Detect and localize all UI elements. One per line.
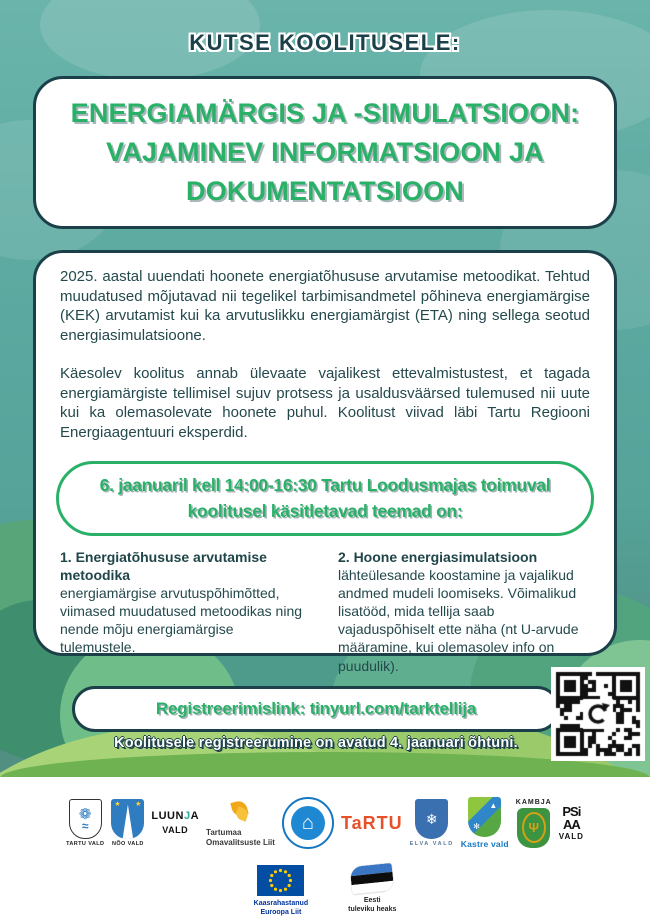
kastre-vald-logo (461, 797, 509, 849)
peipsiaare-monogram: AA (562, 816, 580, 832)
registration-link[interactable]: Registreerimislink: tinyurl.com/tarktellija (155, 699, 477, 718)
tartu-vald-logo (66, 799, 104, 847)
tartumaa-omavalitsuste-liit-logo (206, 799, 275, 848)
topics-columns (60, 548, 590, 675)
kambja-vald-label: KAMBJA (515, 798, 552, 806)
registration-note: Koolitusele registreerumine on avatud 4. jaanuari õhtuni. (114, 735, 518, 751)
kicker-heading: KUTSE KOOLITUSELE: (189, 30, 461, 55)
kastre-vald-shield-icon (468, 797, 501, 837)
session-info-pill (56, 461, 594, 536)
tartu-vald-label: TARTU VALD (66, 841, 105, 847)
noo-vald-label: NÕO VALD (111, 841, 144, 847)
qr-code-canvas (551, 667, 645, 761)
luunja-wordmark: LUUNJA (151, 810, 200, 822)
poster-title: ENERGIAMÄRGIS JA -SIMULATSIOON: VAJAMINEV INFORMATSIOON JA DOKUMENTATSIOON (70, 97, 580, 207)
flower-icon: ✻ (473, 822, 480, 831)
luunja-vald-logo (151, 811, 199, 835)
snowflake-icon: ❄ (425, 811, 438, 827)
noo-vald-logo (111, 799, 144, 847)
elva-vald-label: ELVA VALD (409, 841, 454, 847)
session-heading: 6. jaanuaril kell 14:00-16:30 Tartu Loodusmajas toimuval koolitusel käsitletavad teemad on: (99, 475, 551, 522)
luunja-vald-label: VALD (162, 825, 189, 835)
star-icon: ★ (114, 801, 121, 808)
tartu-city-logo (341, 813, 403, 834)
house-icon: ⌂ (291, 806, 325, 840)
funding-logo-row (254, 865, 397, 917)
kambja-vald-logo (516, 799, 552, 848)
estonia-flag-icon (350, 863, 395, 895)
wave-icon: ≈ (81, 819, 89, 834)
eu-flag-icon (257, 865, 304, 896)
sail-icon: ▲ (489, 801, 498, 810)
noo-vald-shield-icon (111, 799, 144, 839)
qr-code (551, 667, 645, 761)
intro-card (33, 250, 617, 674)
church-spire-icon (111, 803, 144, 839)
leaf-icon (230, 799, 250, 823)
tuning-fork-icon: Ψ (522, 812, 546, 843)
tartu-energy-agency-logo (282, 797, 334, 849)
eu-funding-caption: Kaasrahastanud Euroopa Liit (253, 900, 309, 917)
elva-vald-logo (410, 799, 454, 847)
estonia-flag-logo (348, 865, 396, 914)
tartu-city-wordmark: TaRTU (340, 812, 403, 833)
intro-paragraph-2: Käesolev koolitus annab ülevaate vajalikest ettevalmistustest, et tagada energiamärgiste tellimisel sujuv protsess ja usaldusväärsed tulemused nii uute kui ka olemasolevate hoonete puhul. Koolitust viivad läbi Tartu Regiooni Energiaagentuuri eksperdid. (60, 365, 590, 441)
trea-ring-icon (282, 797, 334, 849)
topic-1-body: energiamärgise arvutuspõhimõtted, viimased muudatused metoodikas ning nende mõju energiamärgise tulemustele. (60, 584, 303, 656)
topic-2-title: 2. Hoone energiasimulatsioon (338, 548, 538, 565)
footer-logo-strip (0, 777, 650, 919)
peipsiaare-vald-logo (558, 803, 584, 841)
registration-link-pill[interactable] (72, 686, 560, 732)
peipsiaare-monogram: PSi (562, 803, 581, 819)
kambja-shield-icon (517, 808, 550, 848)
intro-paragraph-1: 2025. aastal uuendati hoonete energiatõhususe arvutamise metoodikat. Tehtud muudatused mõjutavad nii tegelikel tarbimisandmetel põhineva energiamärgise (KEK) arvutamist kui ka arvutuslikku energiamärgist (ETA) ning sellega seotud energiasimulatsioone. (60, 268, 590, 344)
luunja-j-accent: J (183, 810, 191, 822)
elva-vald-shield-icon (415, 799, 448, 839)
municipality-logo-row (66, 787, 584, 859)
topic-1 (60, 548, 312, 675)
topic-1-title: 1. Energiatõhususe arvutamise metoodika (60, 548, 267, 583)
topic-2-body: lähteülesande koostamine ja vajalikud andmed mudeli loomiseks. Võimalikud lisatööd, mida tellija saab vajaduspõhiselt ette näha (nt U-arvude määramine, kui olemasolev info on puudulik). (338, 566, 579, 674)
title-card (33, 76, 617, 229)
topic-2 (338, 548, 590, 675)
kastre-vald-label: Kastre vald (460, 839, 509, 849)
estonia-caption: Eesti tuleviku heaks (348, 897, 397, 914)
tartumaa-liit-label: Tartumaa Omavalitsuste Liit (206, 827, 275, 847)
peipsiaare-vald-label: VALD (558, 831, 584, 841)
star-icon: ★ (135, 801, 142, 808)
eu-funding-logo (254, 865, 308, 917)
cornflower-icon: ❁ (78, 806, 92, 824)
tartu-vald-shield-icon (69, 799, 102, 839)
